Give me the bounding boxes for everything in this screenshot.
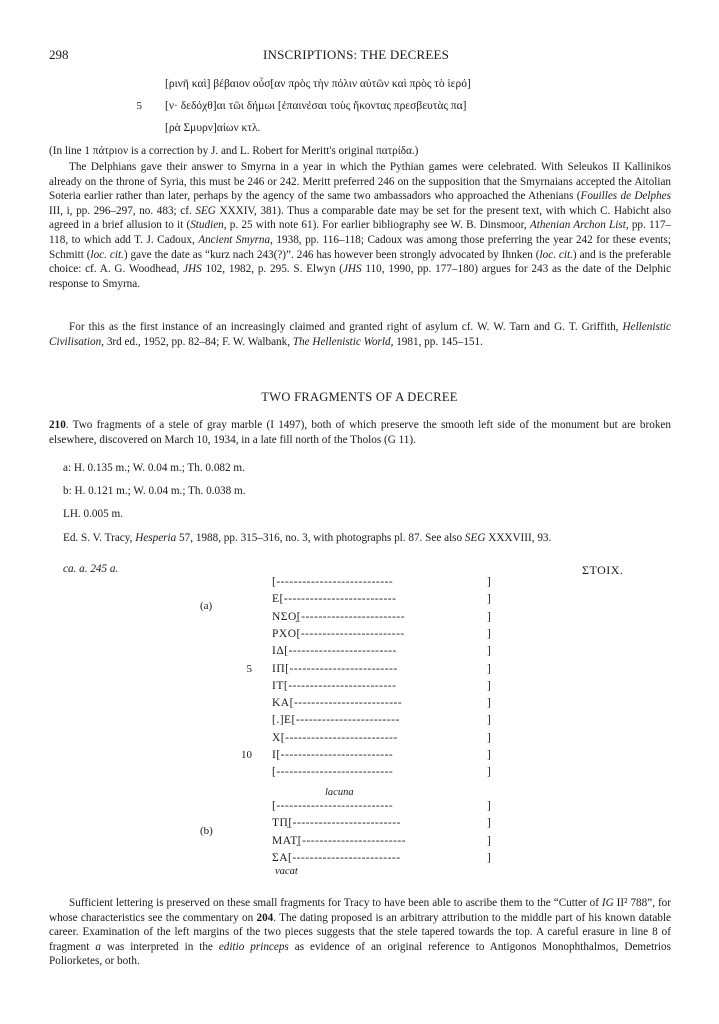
greek-line: [ν· δεδόχθ]αι τῶι δήμωι [ἐπαινέσαι τοὺς ἥκοντας πρεσβευτὰς πα] [165, 100, 467, 112]
inscription-line: ΣΑ[------------------------- [272, 851, 401, 864]
dimensions-b: b: H. 0.121 m.; W. 0.04 m.; Th. 0.038 m. [63, 485, 246, 497]
inscription-line-end: ] [487, 800, 491, 812]
inscription-line-end: ] [487, 766, 491, 779]
inscription-line-end: ] [487, 576, 491, 588]
greek-line-number: 5 [136, 100, 142, 112]
inscription-line: Χ[-------------------------- [272, 731, 398, 744]
inscription-line-end: ] [487, 697, 491, 710]
stoichedon-label: ΣΤΟΙΧ. [582, 563, 624, 577]
inscription-line: ΡΧΟ[------------------------ [272, 627, 405, 640]
inscription-line: Ι[-------------------------- [272, 749, 394, 761]
greek-line: [ρὰ Σμυρν]αίων κτλ. [165, 122, 261, 134]
inscription-line-end: ] [487, 627, 491, 640]
inscription-line: [--------------------------- [272, 800, 394, 812]
vacat-note: vacat [275, 866, 298, 877]
inscription-line: ΝΣΟ̣[------------------------ [272, 610, 406, 623]
inscription-line-end: ] [487, 662, 491, 675]
section-title: TWO FRAGMENTS OF A DECREE [261, 390, 458, 404]
inscription-line: ΙΠ[------------------------- [272, 662, 398, 675]
inscription-date: ca. a. 245 a. [63, 563, 119, 575]
dimensions-a: a: H. 0.135 m.; W. 0.04 m.; Th. 0.082 m. [63, 462, 245, 474]
commentary-paragraph-1: The Delphians gave their answer to Smyrna in a year in which the Pythian games were celebrated. With Seleukos II Kallinikos already on the throne of Syria, this must be 246 or 242. Meritt preferred 246 on the supposition that the Smyrnaians accepted the Aitolian Soteria earlier rather than later, perhaps by the agency of the same two ambassadors who approached the Athenians (Fouilles de Delphes III, i, pp. 296–297, no. 483; cf. SEG XXXIV, 381). Thus a comparable date may be set for the present text, with which C. Habicht also agreed in a brief allusion to it (Studien, p. 25 with note 61). For earlier bibliography see W. B. Dinsmoor, Athenian Archon List, pp. 117–118, to which add T. J. Cadoux, Ancient Smyrna, 1938, pp. 116–118; Cadoux was among those preferring the year 242 for these events; Schmitt (loc. cit.) gave the date as “kurz nach 243(?)”. 246 has however been strongly advocated by Ihnken (loc. cit.) and is the preferable choice: cf. A. G. Woodhead, JHS 102, 1982, p. 295. S. Elwyn (JHS 110, 1990, pp. 177–180) argues for 243 as the date of the Delphic response to Smyrna. [49, 161, 672, 290]
inscription-line: ΚΑ[------------------------- [272, 697, 403, 710]
inscription-line-number: 5 [246, 662, 252, 675]
inscription-line-end: ] [487, 645, 491, 658]
inscription-line-end: ] [487, 851, 491, 864]
inscription-line: Ε[-------------------------- [272, 593, 397, 606]
inscription-line-number: 10 [241, 749, 252, 761]
inscription-line-end: ] [487, 714, 491, 727]
closing-paragraph: Sufficient lettering is preserved on these small fragments for Tracy to have been able to ascribe them to the “Cutter of IG II² 788”, for whose characteristics see the commentary on 204. The dating proposed is an arbitrary attribution to the middle part of his known datable career. Examination of the left margins of the two pieces suggests that the stele tapered towards the top. A careful erasure in line 8 of fragment a was interpreted in the editio princeps as evidence of an original reference to Antigonos Monophthalmos, Demetrios Poliorketes, or both. [49, 897, 672, 968]
inscription-line: ΙΤ[------------------------- [272, 679, 397, 692]
inscription-line-end: ] [487, 817, 491, 830]
inscription-line: [.]Ε[------------------------ [272, 714, 400, 727]
lacuna-note: lacuna [325, 787, 354, 798]
inscription-line-end: ] [487, 610, 491, 623]
page-number: 298 [49, 47, 69, 62]
letter-height: LH. 0.005 m. [63, 508, 123, 520]
section-intro: 210. Two fragments of a stele of gray marble (I 1497), both of which preserve the smooth left side of the monument but are broken elsewhere, discovered on March 10, 1934, in a late fill north of the Tholos (G 11). [49, 419, 671, 446]
inscription-line-end: ] [487, 593, 491, 606]
commentary-paragraph-2: For this as the first instance of an increasingly claimed and granted right of asylum cf. W. W. Tarn and G. T. Griffith, Hellenistic Civilisation, 3rd ed., 1952, pp. 82–84; F. W. Walbank, The Hellenistic World, 1981, pp. 145–151. [49, 321, 671, 348]
inscription-line-end: ] [487, 834, 491, 847]
running-title: INSCRIPTIONS: THE DECREES [263, 47, 450, 62]
inscription-line: ΜΑΤ̣[------------------------ [272, 834, 407, 847]
inscription-line-end: ] [487, 749, 491, 761]
inscription-line-end: ] [487, 731, 491, 744]
inscription-line: [--------------------------- [272, 766, 394, 779]
inscription-line-end: ] [487, 679, 491, 692]
inscription-line: [--------------------------- [272, 576, 394, 588]
fragment-a-label: (a) [200, 600, 213, 612]
inscription-number: 210 [49, 419, 66, 431]
commentary-note: (In line 1 πάτριον is a correction by J. and L. Robert for Meritt's original πατρίδα.) [49, 145, 419, 157]
inscription-line: ΤΠ̣[------------------------- [272, 817, 401, 830]
greek-line: [ρινῆ καὶ] βέβαιον οὖσ[αν πρὸς τὴν πόλιν αὐτῶν καὶ πρὸς τὸ ἱερό] [165, 78, 471, 90]
inscription-line: ΙΔ[------------------------- [272, 645, 397, 658]
fragment-b-label: (b) [200, 825, 213, 837]
edition-reference: Ed. S. V. Tracy, Hesperia 57, 1988, pp. 315–316, no. 3, with photographs pl. 87. See also SEG XXXVIII, 93. [63, 532, 552, 544]
